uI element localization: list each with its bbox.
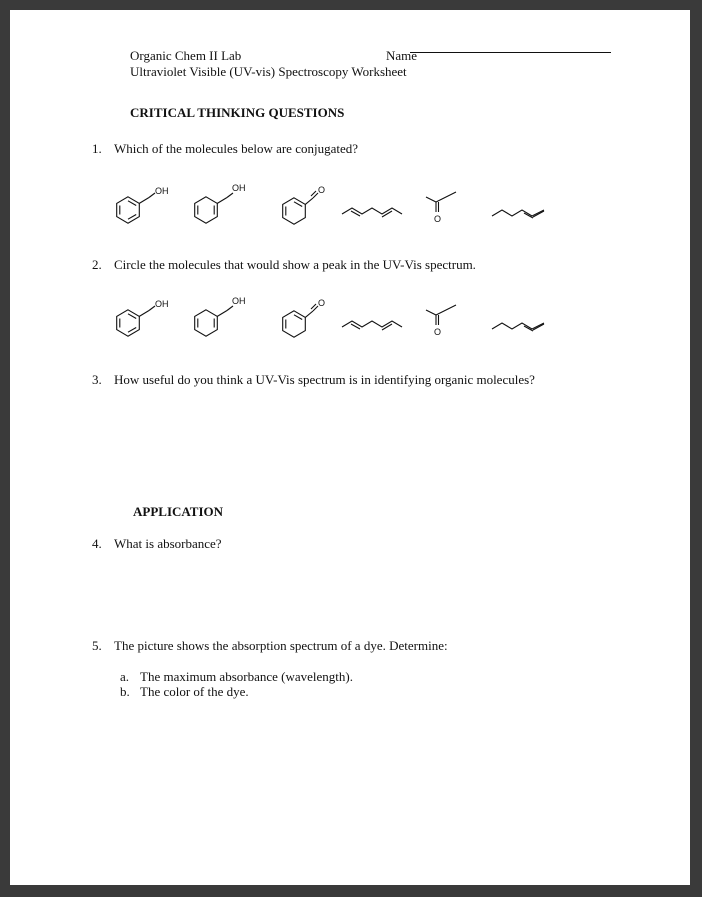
oxygen-label: O [318, 185, 326, 195]
cyclohexadiene-methanol-molecule [195, 296, 246, 336]
subquestion-b-text: The color of the dye. [140, 684, 249, 699]
hydroxyl-label: OH [232, 296, 246, 306]
subquestion-letter: a. [120, 669, 130, 684]
ketone-molecule [426, 305, 456, 337]
worksheet-subtitle: Ultraviolet Visible (UV-vis) Spectroscopy Worksheet [130, 64, 407, 79]
cyclohexadiene-aldehyde-molecule [283, 185, 325, 224]
question-5-text: The picture shows the absorption spectrum of a dye. Determine: [114, 638, 448, 653]
course-title: Organic Chem II Lab [130, 48, 242, 63]
hexadiene-molecule [342, 321, 402, 330]
hydroxyl-label: OH [155, 299, 169, 309]
section-heading-application: APPLICATION [133, 504, 224, 519]
ketone-molecule [426, 192, 456, 224]
benzyl-alcohol-molecule [117, 186, 169, 223]
cyclohexadiene-aldehyde-molecule [283, 298, 325, 337]
name-label: Name [386, 48, 418, 63]
oxygen-label: O [434, 327, 442, 337]
question-number: 3. [92, 372, 102, 387]
question-number: 2. [92, 257, 102, 272]
name-blank-line[interactable] [410, 52, 611, 53]
question-3-text: How useful do you think a UV-Vis spectrum is in identifying organic molecules? [114, 372, 535, 387]
hydroxyl-label: OH [155, 186, 169, 196]
cyclohexadiene-methanol-molecule [195, 183, 246, 223]
question-number: 1. [92, 141, 102, 156]
pentadiene-molecule [492, 210, 544, 218]
section-heading-critical: CRITICAL THINKING QUESTIONS [130, 105, 345, 120]
hydroxyl-label: OH [232, 183, 246, 193]
question-4-text: What is absorbance? [114, 536, 222, 551]
molecule-row-1 [0, 180, 702, 230]
subquestion-a-text: The maximum absorbance (wavelength). [140, 669, 353, 684]
question-2-text: Circle the molecules that would show a peak in the UV-Vis spectrum. [114, 257, 476, 272]
subquestion-letter: b. [120, 684, 130, 699]
pentadiene-molecule [492, 323, 544, 331]
question-number: 5. [92, 638, 102, 653]
oxygen-label: O [434, 214, 442, 224]
benzyl-alcohol-molecule [117, 299, 169, 336]
question-1-text: Which of the molecules below are conjugated? [114, 141, 359, 156]
molecule-row-2 [0, 293, 702, 343]
hexadiene-molecule [342, 208, 402, 217]
question-number: 4. [92, 536, 102, 551]
oxygen-label: O [318, 298, 326, 308]
